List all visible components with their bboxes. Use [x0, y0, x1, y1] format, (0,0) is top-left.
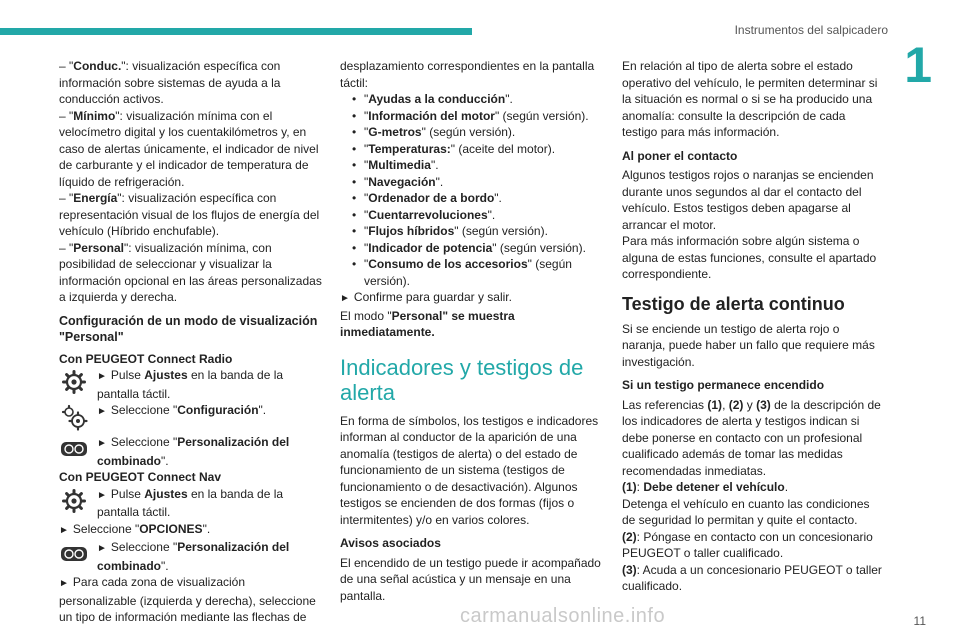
sub-heading: Al poner el contacto	[622, 148, 738, 163]
radio-step-1: ► Pulse Ajustes en la banda de la pantalla táctil.	[59, 367, 324, 402]
arrow-icon: ►	[97, 371, 107, 382]
list-item: – "Mínimo": visualización mínima con el velocímetro digital y los cuentakilómetros y, en caso de alertas únicamente, el indicador de nivel de carburante y el indicador de temperatura de líquido de refrigeración.	[59, 108, 319, 189]
nav-step-1: ► Pulse Ajustes en la banda de la pantalla táctil.	[59, 486, 324, 521]
confirm-step: ► Confirme para guardar y salir.	[340, 290, 512, 304]
reference-3: (3): Acuda a un concesionario PEUGEOT o taller cualificado.	[622, 562, 882, 593]
reference-2: (2): Póngase en contacto con un concesionario PEUGEOT o taller cualificado.	[622, 529, 873, 560]
instrument-cluster-icon	[59, 434, 89, 464]
paragraph: Para más información sobre algún sistema o alguna de estas funciones, consulte el apartado correspondiente.	[622, 234, 877, 281]
list-item: – "Personal": visualización mínima, con posibilidad de seleccionar y visualizar la información opcional en las áreas personalizadas a izquierda y derecha.	[59, 240, 322, 304]
list-item: • "Cuentarrevoluciones".	[340, 207, 606, 224]
list-item: • "Ayudas a la conducción".	[340, 91, 606, 108]
paragraph: Las referencias (1), (2) y (3) de la descripción de los indicadores de alerta y testigos indican si debe ponerse en contacto con un profesional cualificado además de tomar las medidas recomendadas inmediatas.	[622, 397, 881, 478]
arrow-icon: ►	[340, 293, 350, 304]
nav-label: Con PEUGEOT Connect Nav	[59, 470, 222, 484]
nav-step-3: ► Seleccione "Personalización del combinado".	[59, 539, 324, 574]
list-item: • "Consumo de los accesorios" (según versión).	[340, 256, 606, 289]
list-item: • "G-metros" (según versión).	[340, 124, 606, 141]
arrow-icon: ►	[59, 524, 69, 536]
section-heading: Testigo de alerta continuo	[622, 293, 845, 314]
list-item: • "Flujos híbridos" (según versión).	[340, 223, 606, 240]
nav-step-4: ► Para cada zona de visualización personalizable (izquierda y derecha), seleccione un tipo de información mediante las flechas de	[59, 575, 316, 624]
paragraph: Si se enciende un testigo de alerta rojo o naranja, puede haber un fallo que requiere más investigación.	[622, 321, 875, 369]
arrow-icon: ►	[97, 406, 107, 417]
arrow-icon: ►	[97, 489, 107, 501]
list-item: • "Navegación".	[340, 174, 606, 191]
column-left	[59, 58, 324, 626]
arrow-icon: ►	[59, 578, 69, 589]
nav-step-2: ► Seleccione "OPCIONES".	[59, 521, 211, 536]
instrument-cluster-icon	[59, 539, 89, 569]
list-item: • "Información del motor" (según versión).	[340, 108, 606, 125]
sub-heading: Si un testigo permanece encendido	[622, 378, 825, 392]
list-item: • "Ordenador de a bordo".	[340, 190, 606, 207]
column-middle	[340, 58, 606, 604]
gear-icon	[59, 486, 89, 516]
column-right	[622, 58, 884, 595]
reference-1: (1): Debe detener el vehículo.	[622, 480, 789, 494]
header-accent-bar	[0, 28, 472, 35]
gear-icon	[59, 367, 89, 397]
page-number: 11	[913, 614, 926, 628]
list-item: • "Multimedia".	[340, 157, 606, 174]
list-item: • "Temperaturas:" (aceite del motor).	[340, 141, 606, 158]
mode-note: El modo "Personal" se muestra inmediatamente.	[340, 308, 515, 339]
radio-label: Con PEUGEOT Connect Radio	[59, 351, 233, 366]
list-item: – "Conduc.": visualización específica con información sobre sistemas de ayuda a la conducción activos.	[59, 59, 281, 106]
paragraph: desplazamiento correspondientes en la pantalla táctil:	[340, 59, 595, 90]
paragraph: El encendido de un testigo puede ir acompañado de una señal acústica y un mensaje en una pantalla.	[340, 555, 601, 603]
paragraph: En forma de símbolos, los testigos e indicadores informan al conductor de la aparición de una anomalía (testigos de alerta) o del estado de funcionamiento de un sistema (testigos de funcionamiento o de desactivación). Algunos testigos se encienden de dos formas (fijos o intermitentes) y/o en varios colores.	[340, 413, 599, 527]
gear-group-icon	[59, 402, 89, 432]
paragraph: Algunos testigos rojos o naranjas se encienden durante unos segundos al dar el contacto del vehículo. Estos testigos deben apagarse al arrancar el motor.	[622, 168, 874, 232]
section-title: Indicadores y testigos de alerta	[340, 354, 584, 405]
radio-step-2: ► Seleccione "Configuración".	[59, 402, 324, 434]
arrow-icon: ►	[97, 543, 107, 554]
page-header-title: Instrumentos del salpicadero	[734, 23, 888, 37]
section-heading: Configuración de un modo de visualización "Personal"	[59, 313, 318, 344]
paragraph: En relación al tipo de alerta sobre el estado operativo del vehículo, le permiten determinar si la situación es normal o si se ha producido una anomalía: consulte la descripción de cada testigo para más información.	[622, 59, 878, 139]
sub-heading: Avisos asociados	[340, 536, 441, 550]
chapter-number: 1	[904, 37, 932, 93]
list-item: – "Energía": visualización específica con representación visual de los flujos de energía del vehículo (Híbrido enchufable).	[59, 191, 320, 238]
radio-step-3: ► Seleccione "Personalización del combinado".	[59, 434, 324, 469]
paragraph: Detenga el vehículo en cuanto las condiciones de seguridad lo permitan y quite el contacto.	[622, 496, 870, 527]
watermark: carmanualsonline.info	[460, 605, 666, 627]
list-item: • "Indicador de potencia" (según versión).	[340, 240, 606, 257]
arrow-icon: ►	[97, 438, 107, 449]
